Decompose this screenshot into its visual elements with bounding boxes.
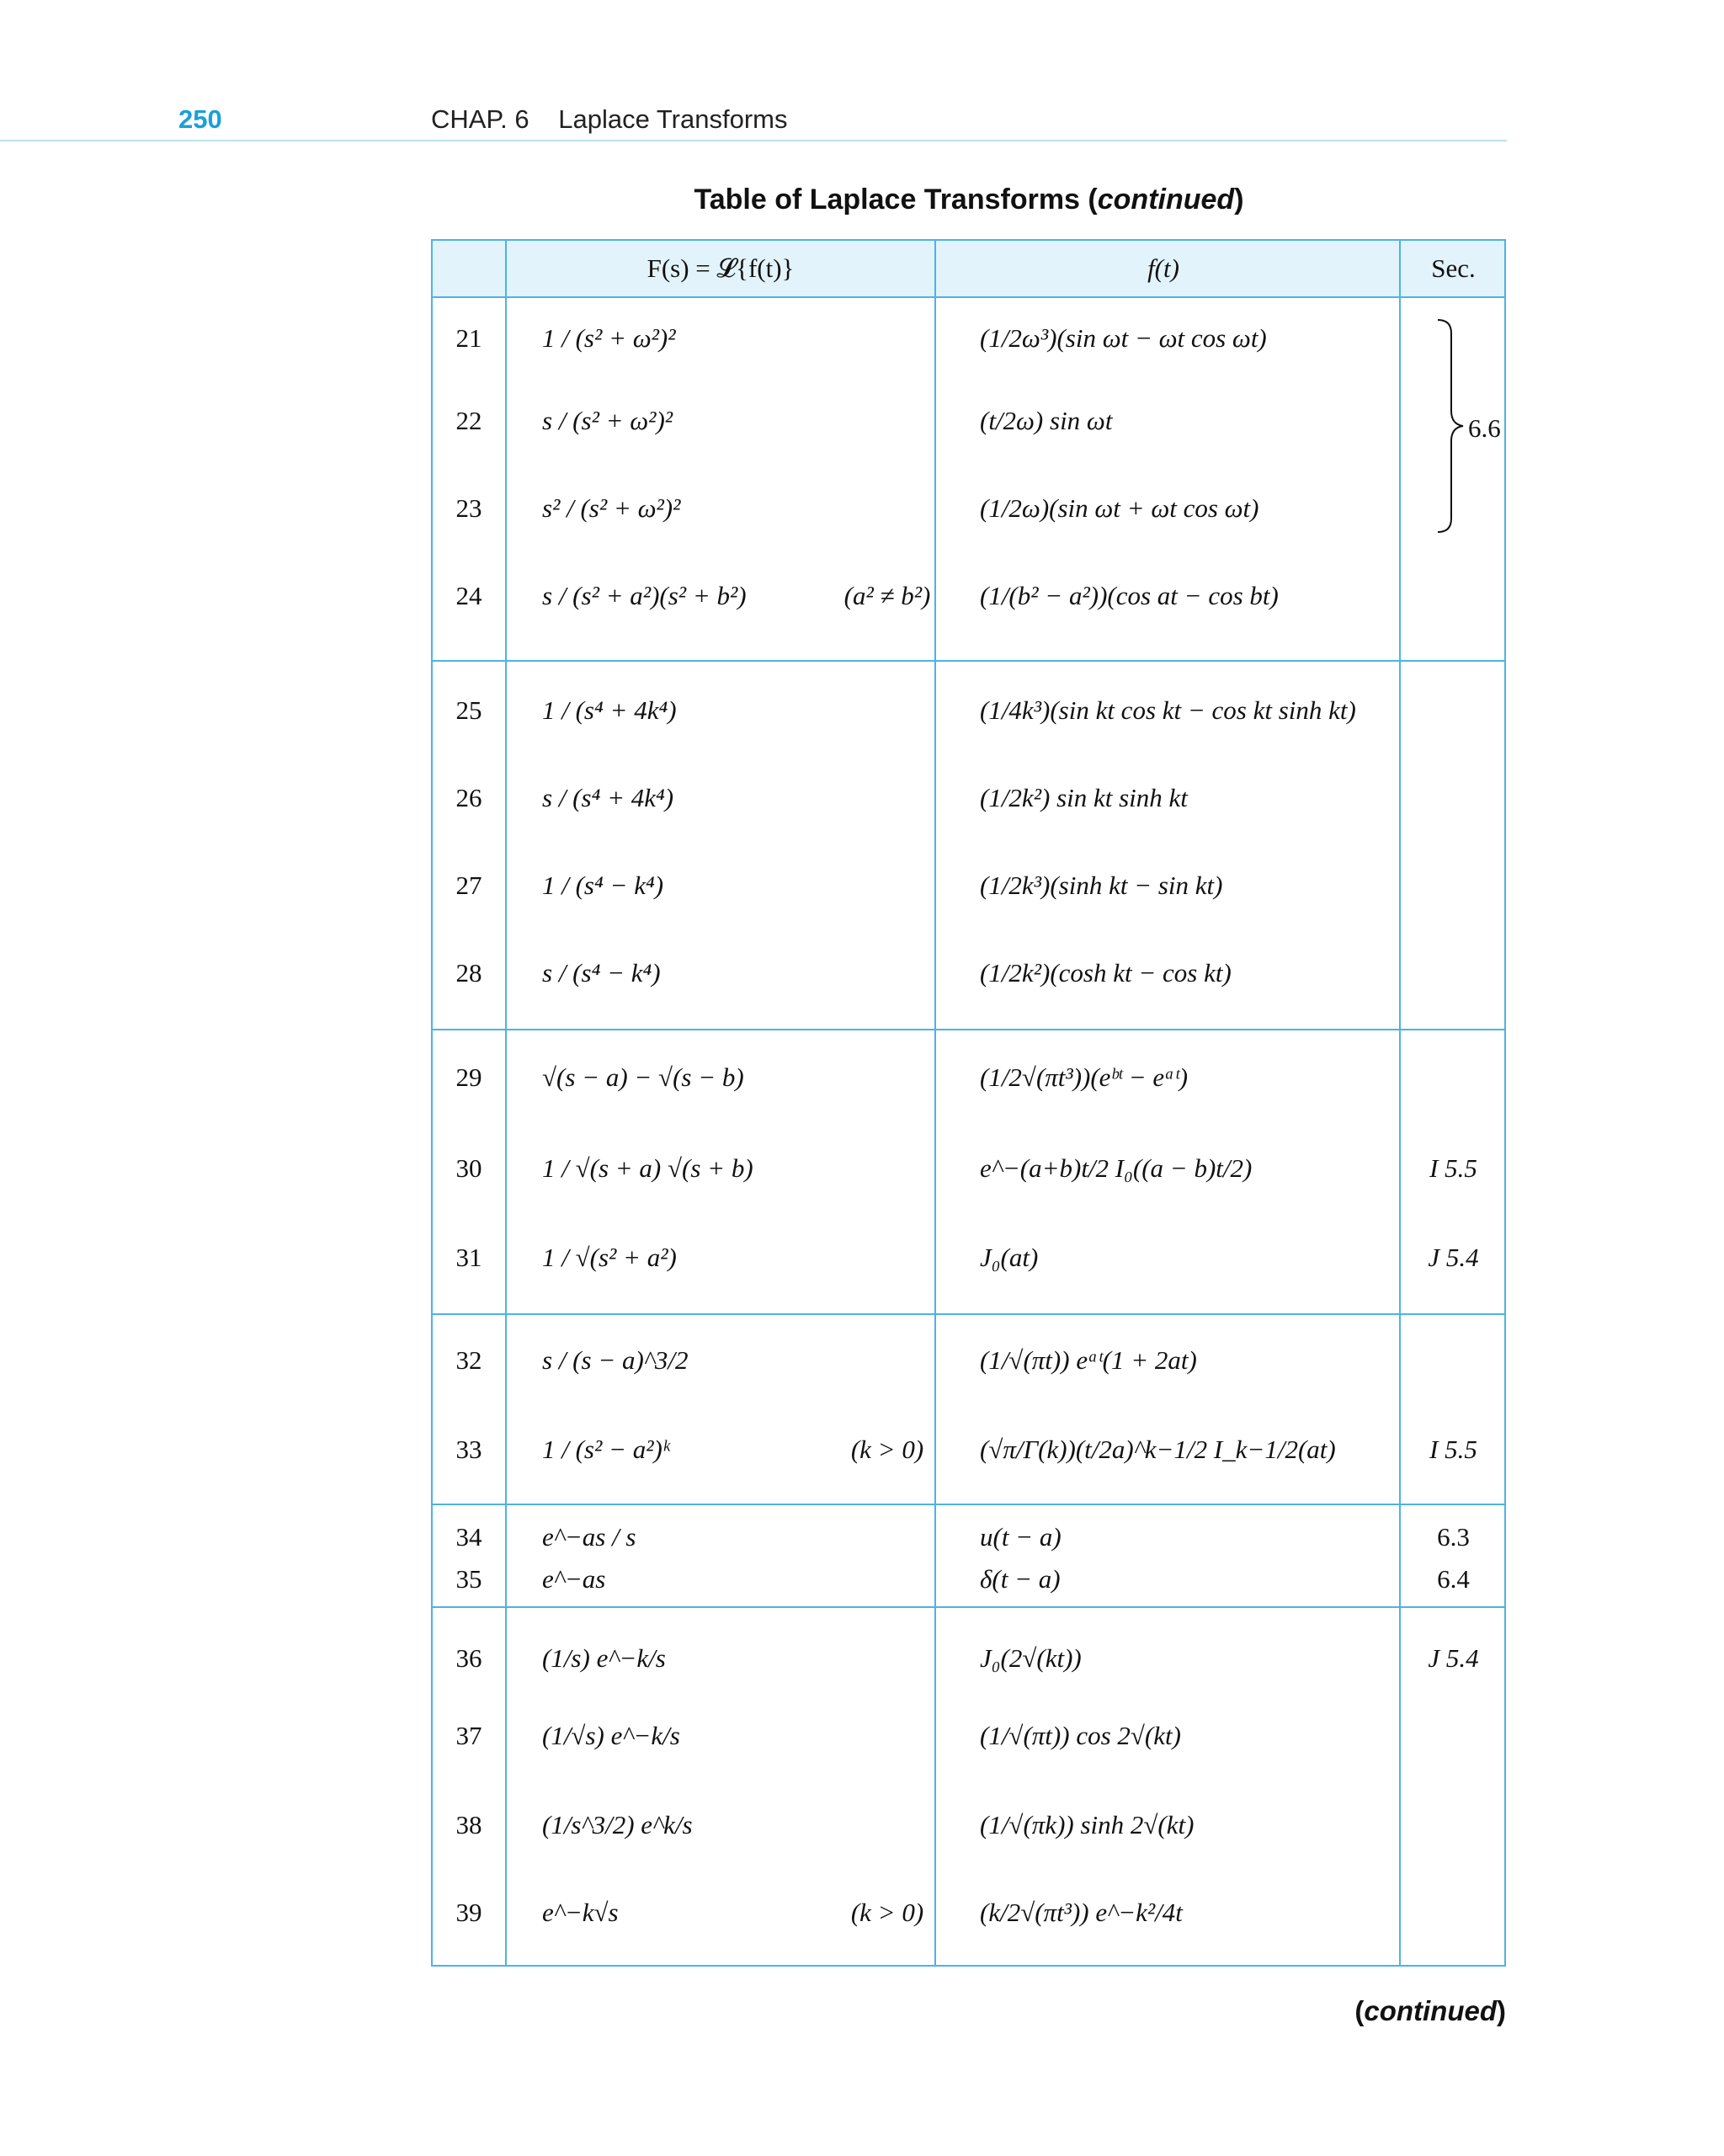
header-sec: Sec.: [1431, 253, 1476, 283]
row-number: 24: [455, 581, 482, 610]
continued-text: continued: [1364, 1995, 1497, 2026]
transform-fs: s / (s − a)^3/2: [542, 1345, 689, 1375]
function-ft: (1/(b² − a²))(cos at − cos bt): [980, 581, 1279, 610]
table-row: [433, 670, 1504, 751]
condition: (k > 0): [850, 1435, 924, 1464]
continued-open: (: [1354, 1995, 1365, 2026]
transform-fs: 1 / √(s² + a²): [542, 1243, 677, 1272]
transform-fs: e^−as: [542, 1564, 606, 1594]
table-row: [433, 1217, 1504, 1298]
function-ft: (k/2√(πt³)) e^−k²/4t: [980, 1898, 1183, 1927]
row-number: 32: [455, 1345, 482, 1375]
row-number: 31: [455, 1243, 482, 1272]
function-ft: J₀(at): [980, 1243, 1039, 1272]
group-divider: [433, 1313, 1504, 1315]
group-divider: [433, 660, 1504, 662]
transform-fs: 1 / (s⁴ + 4k⁴): [542, 695, 677, 725]
header-ft: f(t): [1147, 253, 1179, 283]
table-row: [433, 845, 1504, 926]
section-ref: 6.3: [1437, 1522, 1470, 1552]
function-ft: (1/√(πt)) cos 2√(kt): [980, 1721, 1181, 1750]
table-row: [433, 381, 1504, 461]
table-row: [433, 758, 1504, 838]
table-title-continued: continued: [1097, 184, 1235, 216]
function-ft: (1/2k³)(sinh kt − sin kt): [980, 870, 1223, 900]
section-ref: I 5.5: [1429, 1153, 1477, 1183]
table-row: [433, 1618, 1504, 1699]
condition: (a² ≠ b²): [843, 581, 931, 610]
table-row: [433, 1320, 1504, 1401]
section-ref: J 5.4: [1428, 1243, 1479, 1272]
function-ft: J₀(2√(kt)): [980, 1643, 1082, 1673]
row-number: 28: [455, 958, 482, 988]
table-row: [433, 298, 1504, 379]
transform-fs: 1 / (s² − a²)ᵏ: [542, 1435, 670, 1464]
header-rule: [0, 140, 1507, 141]
table-row: [433, 1128, 1504, 1209]
row-number: 33: [455, 1435, 482, 1464]
table-row: [433, 1872, 1504, 1953]
transform-fs: (1/s) e^−k/s: [542, 1643, 666, 1673]
table-header: [433, 241, 1504, 298]
brace-section-label: 6.6: [1468, 413, 1501, 443]
table-title-main: Table of Laplace Transforms (: [694, 184, 1098, 216]
row-number: 39: [455, 1898, 482, 1927]
function-ft: (1/2ω³)(sin ωt − ωt cos ωt): [980, 323, 1267, 353]
table-row: [433, 1037, 1504, 1118]
chapter-title: Laplace Transforms: [558, 104, 788, 134]
running-head: [431, 104, 787, 135]
function-ft: (√π/Γ(k))(t/2a)^k−1/2 I_k−1/2(at): [980, 1435, 1336, 1464]
row-number: 25: [455, 695, 482, 725]
function-ft: (t/2ω) sin ωt: [980, 406, 1113, 435]
transform-fs: (1/√s) e^−k/s: [542, 1721, 680, 1750]
function-ft: (1/4k³)(sin kt cos kt − cos kt sinh kt): [980, 695, 1356, 725]
function-ft: e^−(a+b)t/2 I₀((a − b)t/2): [980, 1153, 1253, 1183]
row-number: 35: [455, 1564, 482, 1594]
table-row: [433, 933, 1504, 1014]
function-ft: (1/√(πt)) eᵃᵗ(1 + 2at): [980, 1345, 1197, 1375]
continued-note: [1354, 1995, 1506, 2027]
transform-fs: s / (s² + ω²)²: [542, 406, 673, 435]
row-number: 29: [455, 1062, 482, 1092]
section-ref: 6.4: [1437, 1564, 1470, 1594]
transform-fs: s² / (s² + ω²)²: [542, 493, 681, 523]
laplace-table: [431, 239, 1506, 1967]
row-number: 30: [455, 1153, 482, 1183]
table-row: [433, 1409, 1504, 1490]
section-ref: I 5.5: [1429, 1435, 1477, 1464]
function-ft: (1/2k²) sin kt sinh kt: [980, 783, 1188, 812]
transform-fs: 1 / √(s + a) √(s + b): [542, 1153, 753, 1183]
header-fs: F(s) = 𝓛{f(t)}: [646, 253, 795, 283]
section-ref: J 5.4: [1428, 1643, 1479, 1673]
transform-fs: s / (s² + a²)(s² + b²): [542, 581, 747, 610]
table-row: [433, 556, 1504, 636]
row-number: 36: [455, 1643, 482, 1673]
row-number: 27: [455, 870, 482, 900]
group-divider: [433, 1029, 1504, 1030]
row-number: 26: [455, 783, 482, 812]
table-row: [433, 468, 1504, 549]
table-row: [433, 1785, 1504, 1866]
row-number: 22: [455, 406, 482, 435]
transform-fs: e^−k√s: [542, 1898, 619, 1927]
row-number: 23: [455, 493, 482, 523]
row-number: 37: [455, 1721, 482, 1750]
transform-fs: s / (s⁴ − k⁴): [542, 958, 661, 988]
function-ft: (1/√(πk)) sinh 2√(kt): [980, 1810, 1195, 1839]
function-ft: (1/2ω)(sin ωt + ωt cos ωt): [980, 493, 1259, 523]
function-ft: δ(t − a): [980, 1564, 1061, 1594]
continued-close: ): [1497, 1995, 1506, 2026]
row-number: 34: [455, 1522, 482, 1552]
page-number: 250: [178, 104, 222, 134]
row-number: 21: [455, 323, 482, 353]
chapter-label: CHAP. 6: [431, 104, 529, 134]
transform-fs: √(s − a) − √(s − b): [542, 1062, 744, 1092]
transform-fs: s / (s⁴ + 4k⁴): [542, 783, 674, 812]
table-title-close: ): [1234, 184, 1244, 216]
transform-fs: (1/s^3/2) e^k/s: [542, 1810, 693, 1839]
function-ft: u(t − a): [980, 1522, 1062, 1552]
function-ft: (1/2√(πt³))(eᵇᵗ − eᵃᵗ): [980, 1062, 1189, 1092]
table-row: [433, 1696, 1504, 1776]
transform-fs: 1 / (s² + ω²)²: [542, 323, 676, 353]
transform-fs: 1 / (s⁴ − k⁴): [542, 870, 664, 900]
table-row: [433, 1539, 1504, 1620]
condition: (k > 0): [850, 1898, 924, 1927]
row-number: 38: [455, 1810, 482, 1839]
function-ft: (1/2k²)(cosh kt − cos kt): [980, 958, 1232, 988]
table-title: [431, 184, 1507, 216]
transform-fs: e^−as / s: [542, 1522, 636, 1552]
